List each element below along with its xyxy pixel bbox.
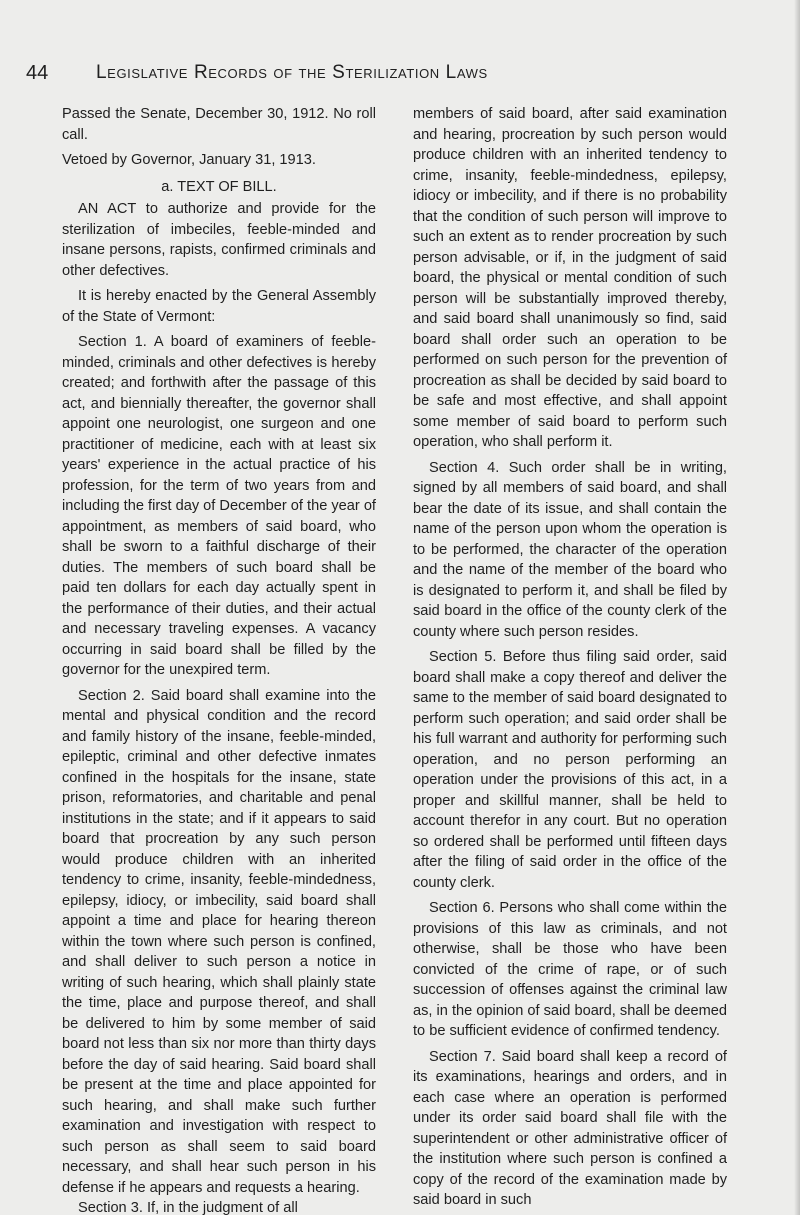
paragraph: Passed the Senate, December 30, 1912. No roll call. — [62, 106, 376, 143]
page-number: 44 — [26, 62, 49, 84]
paragraph: Section 6. Persons who shall come within the provisions of this law as criminals, and not otherwise, shall be those who have been convicted of the crime of rape, or of such succession of offenses against the criminal law as, in the opinion of said board, shall be deemed to be sufficient evidence of confirmed tendency. — [413, 900, 727, 1039]
paragraph: Section 2. Said board shall examine into the mental and physical condition and the record and family history of the insane, feeble-minded, epileptic, criminal and other defective inmates confined in the hospitals for the insane, state prison, reformatories, and charitable and penal institutions in the state; and if it appears to said board that procreation by any such person would produce children with an inherited tendency to crime, insanity, feeble-mindedness, epilepsy, idiocy, or imbecility, said board shall appoint a time and place for hearing thereon within the town where such person is confined, and shall deliver to such person a notice in writing of such hearing, which shall plainly state the time, place and purpose thereof, and shall be delivered to him by some member of said board not less than six nor more than thirty days before the day of said hearing. Said board shall be present at the time and place appointed for such hearing, and shall make such further examination and investigation with respect to such person as shall seem to said board necessary, and shall hear such person in his defense if he appears and requests a hearing. — [62, 687, 376, 1196]
paragraph: Vetoed by Governor, January 31, 1913. — [62, 152, 316, 168]
paragraph: Section 4. Such order shall be in writing, signed by all members of said board, and shall bear the date of its issue, and shall contain the name of the person upon whom the operation is to be performed, the character of the operation and the name of the member of the board who is designated to perform it, and shall be filed by said board in the office of the county clerk of the county where such person resides. — [413, 459, 727, 640]
paragraph: It is hereby enacted by the General Assembly of the State of Vermont: — [62, 288, 376, 325]
paragraph: a. TEXT OF BILL. — [161, 178, 277, 195]
paragraph: AN ACT to authorize and provide for the sterilization of imbeciles, feeble-minded and insane persons, rapists, confirmed criminals and other defectives. — [62, 201, 376, 279]
paragraph: Section 5. Before thus filing said order, said board shall make a copy thereof and deliver the same to the member of said board designated to perform such operation; and said order shall be his full warrant and authority for performing such operation, and no person performing an operation under the provisions of this act, in a proper and skillful manner, shall be held to account therefor in any court. But no operation so ordered shall be performed until fifteen days after the filing of said order in the office of the county clerk. — [413, 649, 727, 891]
page-header — [26, 62, 766, 92]
paragraph: Section 3. If, in the judgment of all — [78, 1200, 298, 1215]
left-column — [62, 104, 376, 1215]
paragraph: members of said board, after said examination and hearing, procreation by such person would produce children with an inherited tendency to crime, insanity, feeble-mindedness, epilepsy, idiocy or imbecility, and if there is no probability that the condition of such person will improve to such an extent as to render procreation by such person advisable, or if, in the judgment of said board, the physical or mental condition of such person will be substantially improved thereby, and said board shall unanimously so find, said board shall order such an operation to be performed on such person for the prevention of procreation as shall be decided by said board to be safe and most effective, and shall appoint some member of said board to perform such operation, who shall perform it. — [413, 106, 727, 450]
paragraph: Section 1. A board of examiners of feeble-minded, criminals and other defectives is hereby created; and forthwith after the passage of this act, and biennially thereafter, the governor shall appoint one neurologist, one surgeon and one practitioner of medicine, each with at least six years' experience in the actual practice of his profession, for the term of two years from and including the first day of December of the year of appointment, as members of said board, who shall be sworn to a faithful discharge of their duties. The members of such board shall be paid ten dollars for each day actually spent in the performance of their duties, and their actual and necessary traveling expenses. A vacancy occurring in said board shall be filled by the governor for the unexpired term. — [62, 334, 376, 678]
paragraph: Section 7. Said board shall keep a record of its examinations, hearings and orders, and in each case where an operation is performed under its order said board shall file with the superintendent or other administrative officer of the institution where such person is confined a copy of the record of the examination made by said board in such — [413, 1048, 727, 1208]
running-title: Legislative Records of the Sterilization Laws — [96, 62, 488, 83]
right-column — [413, 104, 727, 1211]
page-edge-shadow — [794, 0, 800, 1215]
